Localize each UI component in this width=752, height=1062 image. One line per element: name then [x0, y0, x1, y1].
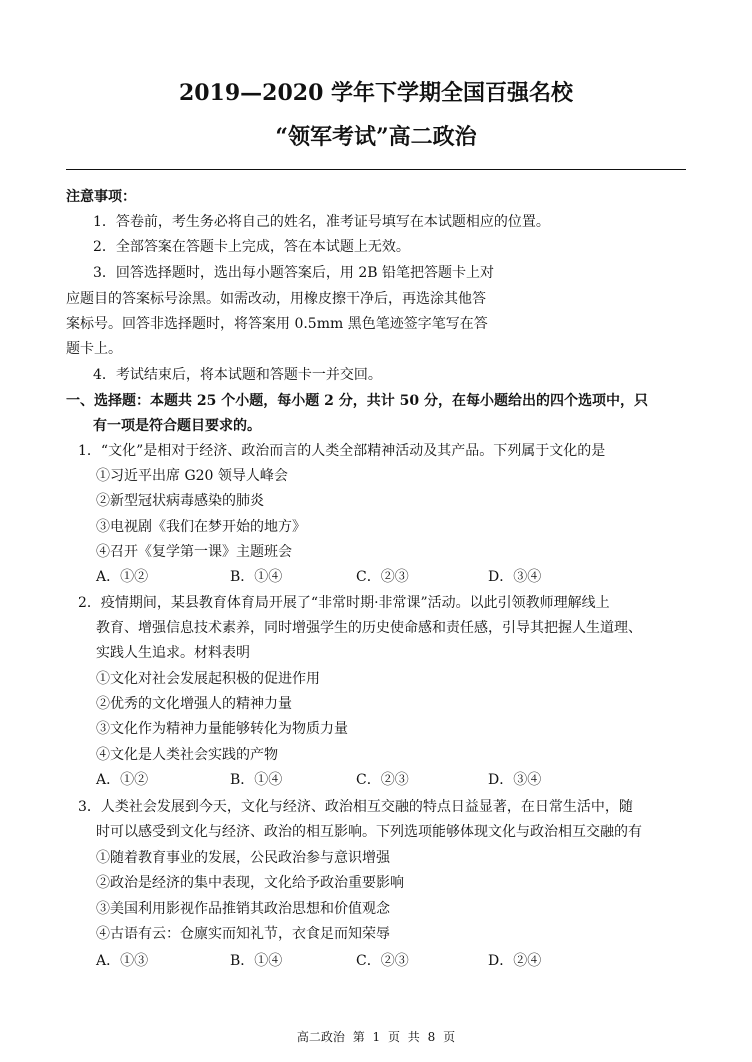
note-4: 4．考试结束后，将本试题和答题卡一并交回。 [93, 367, 382, 383]
note-3-line2: 应题目的答案标号涂黑。如需改动，用橡皮擦干净后，再选涂其他答 [66, 291, 486, 307]
notes-heading: 注意事项： [66, 189, 136, 205]
q1-item-1: ①习近平出席 G20 领导人峰会 [96, 468, 288, 484]
q2-option-b: B．①④ [230, 772, 283, 788]
note-1: 1．答卷前，考生务必将自己的姓名，准考证号填写在本试题相应的位置。 [93, 214, 550, 230]
q2-item-4: ④文化是人类社会实践的产物 [96, 747, 278, 763]
q2-stem-line1: 2．疫情期间，某县教育体育局开展了“非常时期·非常课”活动。以此引领教师理解线上 [78, 595, 610, 611]
q3-item-3: ③美国利用影视作品推销其政治思想和价值观念 [96, 901, 390, 917]
q2-stem-line2: 教育、增强信息技术素养，同时增强学生的历史使命感和责任感，引导其把握人生道理、 [96, 620, 642, 636]
q3-option-c: C．②③ [356, 953, 409, 969]
page-footer: 高二政治 第 1 页 共 8 页 [296, 1030, 456, 1044]
q1-option-a: A．①② [96, 569, 149, 585]
note-3-line4: 题卡上。 [66, 341, 122, 357]
q1-item-2: ②新型冠状病毒感染的肺炎 [96, 493, 264, 509]
q3-option-b: B．①④ [230, 953, 283, 969]
q1-option-d: D．③④ [488, 569, 542, 585]
q1-item-3: ③电视剧《我们在梦开始的地方》 [96, 519, 306, 535]
q1-option-b: B．①④ [230, 569, 283, 585]
q2-option-d: D．③④ [488, 772, 542, 788]
q2-item-1: ①文化对社会发展起积极的促进作用 [96, 671, 320, 687]
q3-item-1: ①随着教育事业的发展，公民政治参与意识增强 [96, 850, 390, 866]
q3-item-2: ②政治是经济的集中表现，文化给予政治重要影响 [96, 875, 404, 891]
note-3-line3: 案标号。回答非选择题时，将答案用 0.5mm 黑色笔迹签字笔写在答 [66, 316, 488, 332]
q2-stem-line3: 实践人生追求。材料表明 [96, 645, 250, 661]
note-2: 2．全部答案在答题卡上完成，答在本试题上无效。 [93, 239, 410, 255]
q3-stem-line1: 3．人类社会发展到今天，文化与经济、政治相互交融的特点日益显著，在日常生活中，随 [78, 799, 633, 815]
q1-stem: 1．“文化”是相对于经济、政治而言的人类全部精神活动及其产品。下列属于文化的是 [78, 443, 606, 459]
exam-title-line1: 2019—2020 学年下学期全国百强名校 [178, 80, 574, 106]
q3-option-d: D．②④ [488, 953, 542, 969]
note-3-line1: 3．回答选择题时，选出每小题答案后，用 2B 铅笔把答题卡上对 [93, 265, 495, 281]
exam-title-line2: “领军考试”高二政治 [275, 124, 477, 150]
title-divider [66, 169, 686, 170]
q3-item-4: ④古语有云：仓廪实而知礼节，衣食足而知荣辱 [96, 926, 390, 942]
section1-heading-line1: 一、选择题：本题共 25 个小题，每小题 2 分，共计 50 分，在每小题给出的四个选项中，只 [66, 393, 648, 409]
q2-option-a: A．①② [96, 772, 149, 788]
section1-heading-line2: 有一项是符合题目要求的。 [93, 418, 261, 434]
q2-option-c: C．②③ [356, 772, 409, 788]
q2-item-3: ③文化作为精神力量能够转化为物质力量 [96, 721, 348, 737]
q1-option-c: C．②③ [356, 569, 409, 585]
q3-option-a: A．①③ [96, 953, 149, 969]
q3-stem-line2: 时可以感受到文化与经济、政治的相互影响。下列选项能够体现文化与政治相互交融的有 [96, 824, 642, 840]
q2-item-2: ②优秀的文化增强人的精神力量 [96, 696, 292, 712]
q1-item-4: ④召开《复学第一课》主题班会 [96, 544, 292, 560]
